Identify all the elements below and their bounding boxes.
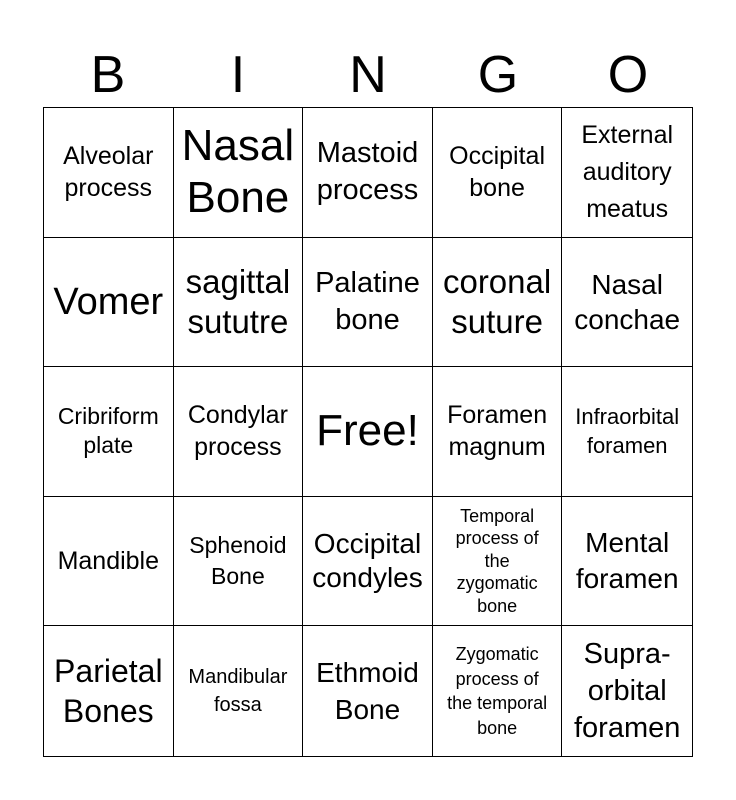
bingo-cell[interactable] xyxy=(44,497,174,627)
bingo-header xyxy=(43,42,693,108)
cell-label: Sphenoid Bone xyxy=(189,532,287,590)
cell-label: Vomer xyxy=(53,280,164,323)
bingo-cell[interactable] xyxy=(174,238,304,368)
bingo-cell[interactable] xyxy=(433,497,563,627)
cell-label: Nasal Bone xyxy=(181,121,295,223)
free-space-label: Free! xyxy=(316,406,419,456)
bingo-cell[interactable] xyxy=(44,108,174,238)
bingo-cell[interactable] xyxy=(174,497,304,627)
bingo-cell[interactable] xyxy=(303,497,433,627)
cell-label: Temporal process of the zygomatic bone xyxy=(455,505,539,616)
bingo-cell[interactable] xyxy=(303,108,433,238)
bingo-cell[interactable] xyxy=(562,626,692,756)
cell-label: Mandible xyxy=(57,547,160,576)
bingo-cell[interactable] xyxy=(303,238,433,368)
cell-label: Parietal Bones xyxy=(54,653,163,730)
cell-label: Condylar process xyxy=(187,401,288,462)
bingo-cell[interactable] xyxy=(562,108,692,238)
cell-label: Occipital bone xyxy=(449,142,546,203)
cell-label: Foramen magnum xyxy=(447,401,548,462)
cell-label: Ethmoid Bone xyxy=(316,657,419,726)
bingo-cell[interactable] xyxy=(44,626,174,756)
bingo-cell[interactable] xyxy=(562,367,692,497)
header-letter-b: B xyxy=(90,46,126,104)
bingo-cell[interactable] xyxy=(303,626,433,756)
bingo-cell[interactable] xyxy=(433,108,563,238)
cell-label: External auditory meatus xyxy=(581,120,674,223)
bingo-cell[interactable] xyxy=(433,238,563,368)
header-letter-g: G xyxy=(477,46,519,104)
cell-label: Alveolar process xyxy=(63,142,154,203)
cell-label: Cribriform plate xyxy=(57,403,159,459)
cell-label: Infraorbital foramen xyxy=(575,404,680,459)
bingo-cell[interactable] xyxy=(433,367,563,497)
cell-label: Mastoid process xyxy=(316,137,419,207)
bingo-cell[interactable] xyxy=(562,497,692,627)
bingo-cell[interactable] xyxy=(562,238,692,368)
header-letter-o: O xyxy=(607,46,649,104)
bingo-cell[interactable] xyxy=(44,367,174,497)
bingo-cell[interactable] xyxy=(174,367,304,497)
cell-label: Supra- orbital foramen xyxy=(574,637,681,744)
bingo-cell[interactable] xyxy=(44,238,174,368)
cell-label: Occipital condyles xyxy=(312,528,423,594)
cell-label: sagittal sututre xyxy=(185,262,291,340)
bingo-cell[interactable] xyxy=(174,108,304,238)
bingo-cell[interactable] xyxy=(433,626,563,756)
cell-label: Nasal conchae xyxy=(574,268,681,335)
cell-label: Mental foramen xyxy=(575,527,679,595)
cell-label: Palatine bone xyxy=(315,266,420,336)
bingo-cell[interactable] xyxy=(303,367,433,497)
cell-label: Zygomatic process of the temporal bone xyxy=(447,644,548,738)
cell-label: Mandibular fossa xyxy=(188,666,288,717)
cell-label: coronal suture xyxy=(442,262,552,340)
header-letter-i: I xyxy=(230,46,246,104)
bingo-cell[interactable] xyxy=(174,626,304,756)
bingo-board xyxy=(43,107,693,757)
header-letter-n: N xyxy=(349,46,387,104)
